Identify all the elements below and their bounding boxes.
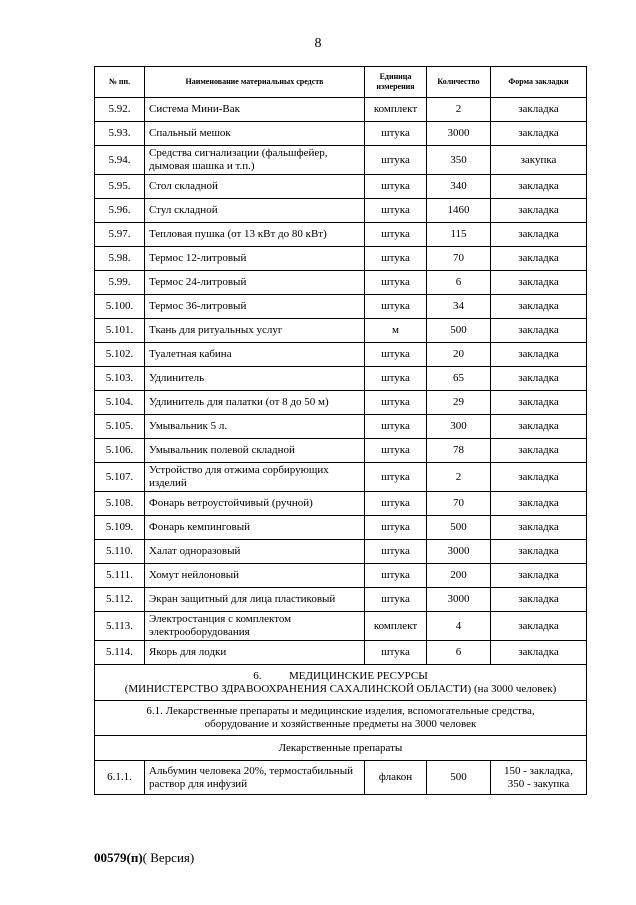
row-unit: штука	[365, 367, 427, 391]
row-name: Устройство для отжима сорбирующих изделий	[145, 463, 365, 492]
row-unit: штука	[365, 516, 427, 540]
row-form: закладка	[491, 247, 587, 271]
row-unit: штука	[365, 492, 427, 516]
row-num: 5.111.	[95, 564, 145, 588]
subsection-line1: 6.1. Лекарственные препараты и медицинские изделия, вспомогательные средства,	[146, 705, 535, 717]
row-unit: штука	[365, 247, 427, 271]
table-body	[95, 98, 587, 665]
table-row	[95, 516, 587, 540]
row-form-line1: 150 - закладка,	[503, 764, 573, 777]
row-qty: 6	[427, 641, 491, 665]
table-row	[95, 612, 587, 641]
row-form: закладка	[491, 588, 587, 612]
page-number: 8	[314, 36, 322, 51]
table-row	[95, 367, 587, 391]
document-version: ( Версия)	[142, 850, 195, 865]
row-form: закупка	[491, 146, 587, 175]
section-header	[95, 665, 587, 701]
row-name: Туалетная кабина	[145, 343, 365, 367]
row-unit: штука	[365, 271, 427, 295]
row-unit: комплект	[365, 98, 427, 122]
row-qty: 2	[427, 98, 491, 122]
row-qty: 20	[427, 343, 491, 367]
row-name: Средства сигнализации (фальшфейер, дымовая шашка и т.п.)	[145, 146, 365, 175]
row-num: 5.104.	[95, 391, 145, 415]
row-unit: штука	[365, 564, 427, 588]
row-name: Умывальник полевой складной	[145, 439, 365, 463]
table-row	[95, 564, 587, 588]
row-num: 5.94.	[95, 146, 145, 175]
row-name: Система Мини-Вак	[145, 98, 365, 122]
row-num: 5.92.	[95, 98, 145, 122]
table-row	[95, 199, 587, 223]
table-header-row	[95, 67, 587, 98]
row-unit: флакон	[365, 761, 427, 795]
row-name: Экран защитный для лица пластиковый	[145, 588, 365, 612]
table-row	[95, 641, 587, 665]
row-form: закладка	[491, 295, 587, 319]
header-qty: Количество	[427, 67, 491, 98]
row-name: Тепловая пушка (от 13 кВт до 80 кВт)	[145, 223, 365, 247]
row-num: 5.97.	[95, 223, 145, 247]
row-qty: 200	[427, 564, 491, 588]
row-qty: 2	[427, 463, 491, 492]
document-code	[94, 850, 194, 866]
row-name: Термос 24-литровый	[145, 271, 365, 295]
category-row	[95, 736, 587, 761]
row-name: Хомут нейлоновый	[145, 564, 365, 588]
row-form-line2: 350 - закупка	[507, 777, 570, 790]
row-name: Термос 36-литровый	[145, 295, 365, 319]
row-form: закладка	[491, 98, 587, 122]
table-row	[95, 319, 587, 343]
row-form: закладка	[491, 343, 587, 367]
row-num: 5.112.	[95, 588, 145, 612]
document-code-number: 00579(п)	[94, 850, 143, 865]
row-form: закладка	[491, 540, 587, 564]
table-row	[95, 540, 587, 564]
row-name: Фонарь ветроустойчивый (ручной)	[145, 492, 365, 516]
row-unit: штука	[365, 415, 427, 439]
row-qty: 3000	[427, 540, 491, 564]
table-row	[95, 295, 587, 319]
row-form: закладка	[491, 175, 587, 199]
row-name: Спальный мешок	[145, 122, 365, 146]
row-name: Стул складной	[145, 199, 365, 223]
row-qty: 78	[427, 439, 491, 463]
row-unit: штука	[365, 343, 427, 367]
row-name: Ткань для ритуальных услуг	[145, 319, 365, 343]
row-num: 5.99.	[95, 271, 145, 295]
row-form: закладка	[491, 564, 587, 588]
category-label: Лекарственные препараты	[95, 736, 587, 761]
row-name: Умывальник 5 л.	[145, 415, 365, 439]
row-unit: штука	[365, 199, 427, 223]
subsection-header	[95, 701, 587, 736]
row-qty: 1460	[427, 199, 491, 223]
row-form: закладка	[491, 122, 587, 146]
row-name: Стол складной	[145, 175, 365, 199]
row-unit: штука	[365, 588, 427, 612]
table-row	[95, 247, 587, 271]
subsection-line2: оборудование и хозяйственные предметы на 3000 человек	[204, 718, 477, 730]
row-unit: штука	[365, 463, 427, 492]
row-qty: 115	[427, 223, 491, 247]
row-name: Халат одноразовый	[145, 540, 365, 564]
row-unit: штука	[365, 295, 427, 319]
section-header-row	[95, 665, 587, 701]
row-qty: 29	[427, 391, 491, 415]
section-title: 6. МЕДИЦИНСКИЕ РЕСУРСЫ	[253, 669, 428, 682]
table-row	[95, 223, 587, 247]
table-row	[95, 391, 587, 415]
row-form: закладка	[491, 516, 587, 540]
row-unit: штука	[365, 146, 427, 175]
row-form: закладка	[491, 223, 587, 247]
row-form: закладка	[491, 271, 587, 295]
header-num: № пп.	[95, 67, 145, 98]
row-form: закладка	[491, 319, 587, 343]
row-unit: комплект	[365, 612, 427, 641]
row-form: закладка	[491, 415, 587, 439]
row-form: закладка	[491, 463, 587, 492]
row-qty: 65	[427, 367, 491, 391]
row-num: 5.107.	[95, 463, 145, 492]
row-unit: штука	[365, 391, 427, 415]
row-num: 5.108.	[95, 492, 145, 516]
row-qty: 34	[427, 295, 491, 319]
row-form	[491, 761, 587, 795]
row-num: 5.102.	[95, 343, 145, 367]
row-num: 5.101.	[95, 319, 145, 343]
row-unit: штука	[365, 540, 427, 564]
row-num: 5.114.	[95, 641, 145, 665]
row-qty: 70	[427, 492, 491, 516]
table-row	[95, 98, 587, 122]
row-qty: 500	[427, 761, 491, 795]
table-row	[95, 175, 587, 199]
row-name: Удлинитель	[145, 367, 365, 391]
row-unit: штука	[365, 122, 427, 146]
row-num: 5.109.	[95, 516, 145, 540]
table-row	[95, 271, 587, 295]
row-qty: 300	[427, 415, 491, 439]
row-num: 5.103.	[95, 367, 145, 391]
table-row	[95, 415, 587, 439]
row-form: закладка	[491, 641, 587, 665]
row-form: закладка	[491, 367, 587, 391]
row-num: 5.106.	[95, 439, 145, 463]
row-unit: м	[365, 319, 427, 343]
row-name: Альбумин человека 20%, термостабильный раствор для инфузий	[145, 761, 365, 795]
row-form: закладка	[491, 391, 587, 415]
row-qty: 500	[427, 516, 491, 540]
row-qty: 500	[427, 319, 491, 343]
row-qty: 3000	[427, 588, 491, 612]
table-row	[95, 492, 587, 516]
row-unit: штука	[365, 223, 427, 247]
table-row	[95, 588, 587, 612]
row-qty: 3000	[427, 122, 491, 146]
row-qty: 6	[427, 271, 491, 295]
row-qty: 4	[427, 612, 491, 641]
header-name: Наименование материальных средств	[145, 67, 365, 98]
row-num: 5.95.	[95, 175, 145, 199]
row-name: Удлинитель для палатки (от 8 до 50 м)	[145, 391, 365, 415]
header-unit: Единица измерения	[365, 67, 427, 98]
row-num: 5.93.	[95, 122, 145, 146]
materials-table	[94, 66, 587, 795]
header-form: Форма закладки	[491, 67, 587, 98]
row-form: закладка	[491, 612, 587, 641]
table-row	[95, 122, 587, 146]
row-name: Термос 12-литровый	[145, 247, 365, 271]
row-num: 5.96.	[95, 199, 145, 223]
row-name: Фонарь кемпинговый	[145, 516, 365, 540]
row-unit: штука	[365, 641, 427, 665]
table-row	[95, 146, 587, 175]
row-num: 5.98.	[95, 247, 145, 271]
row-num: 5.113.	[95, 612, 145, 641]
row-qty: 340	[427, 175, 491, 199]
row-name: Электростанция с комплектом электрооборудования	[145, 612, 365, 641]
row-unit: штука	[365, 439, 427, 463]
row-qty: 350	[427, 146, 491, 175]
table-row	[95, 761, 587, 795]
row-num: 5.100.	[95, 295, 145, 319]
row-form: закладка	[491, 492, 587, 516]
row-form: закладка	[491, 439, 587, 463]
section-subtitle: (МИНИСТЕРСТВО ЗДРАВООХРАНЕНИЯ САХАЛИНСКОЙ ОБЛАСТИ) (на 3000 человек)	[124, 682, 557, 695]
row-name: Якорь для лодки	[145, 641, 365, 665]
row-num: 5.105.	[95, 415, 145, 439]
table-row	[95, 439, 587, 463]
table-row	[95, 463, 587, 492]
subsection-header-row	[95, 701, 587, 736]
row-unit: штука	[365, 175, 427, 199]
row-num: 5.110.	[95, 540, 145, 564]
row-form: закладка	[491, 199, 587, 223]
row-num: 6.1.1.	[95, 761, 145, 795]
table-row	[95, 343, 587, 367]
row-qty: 70	[427, 247, 491, 271]
